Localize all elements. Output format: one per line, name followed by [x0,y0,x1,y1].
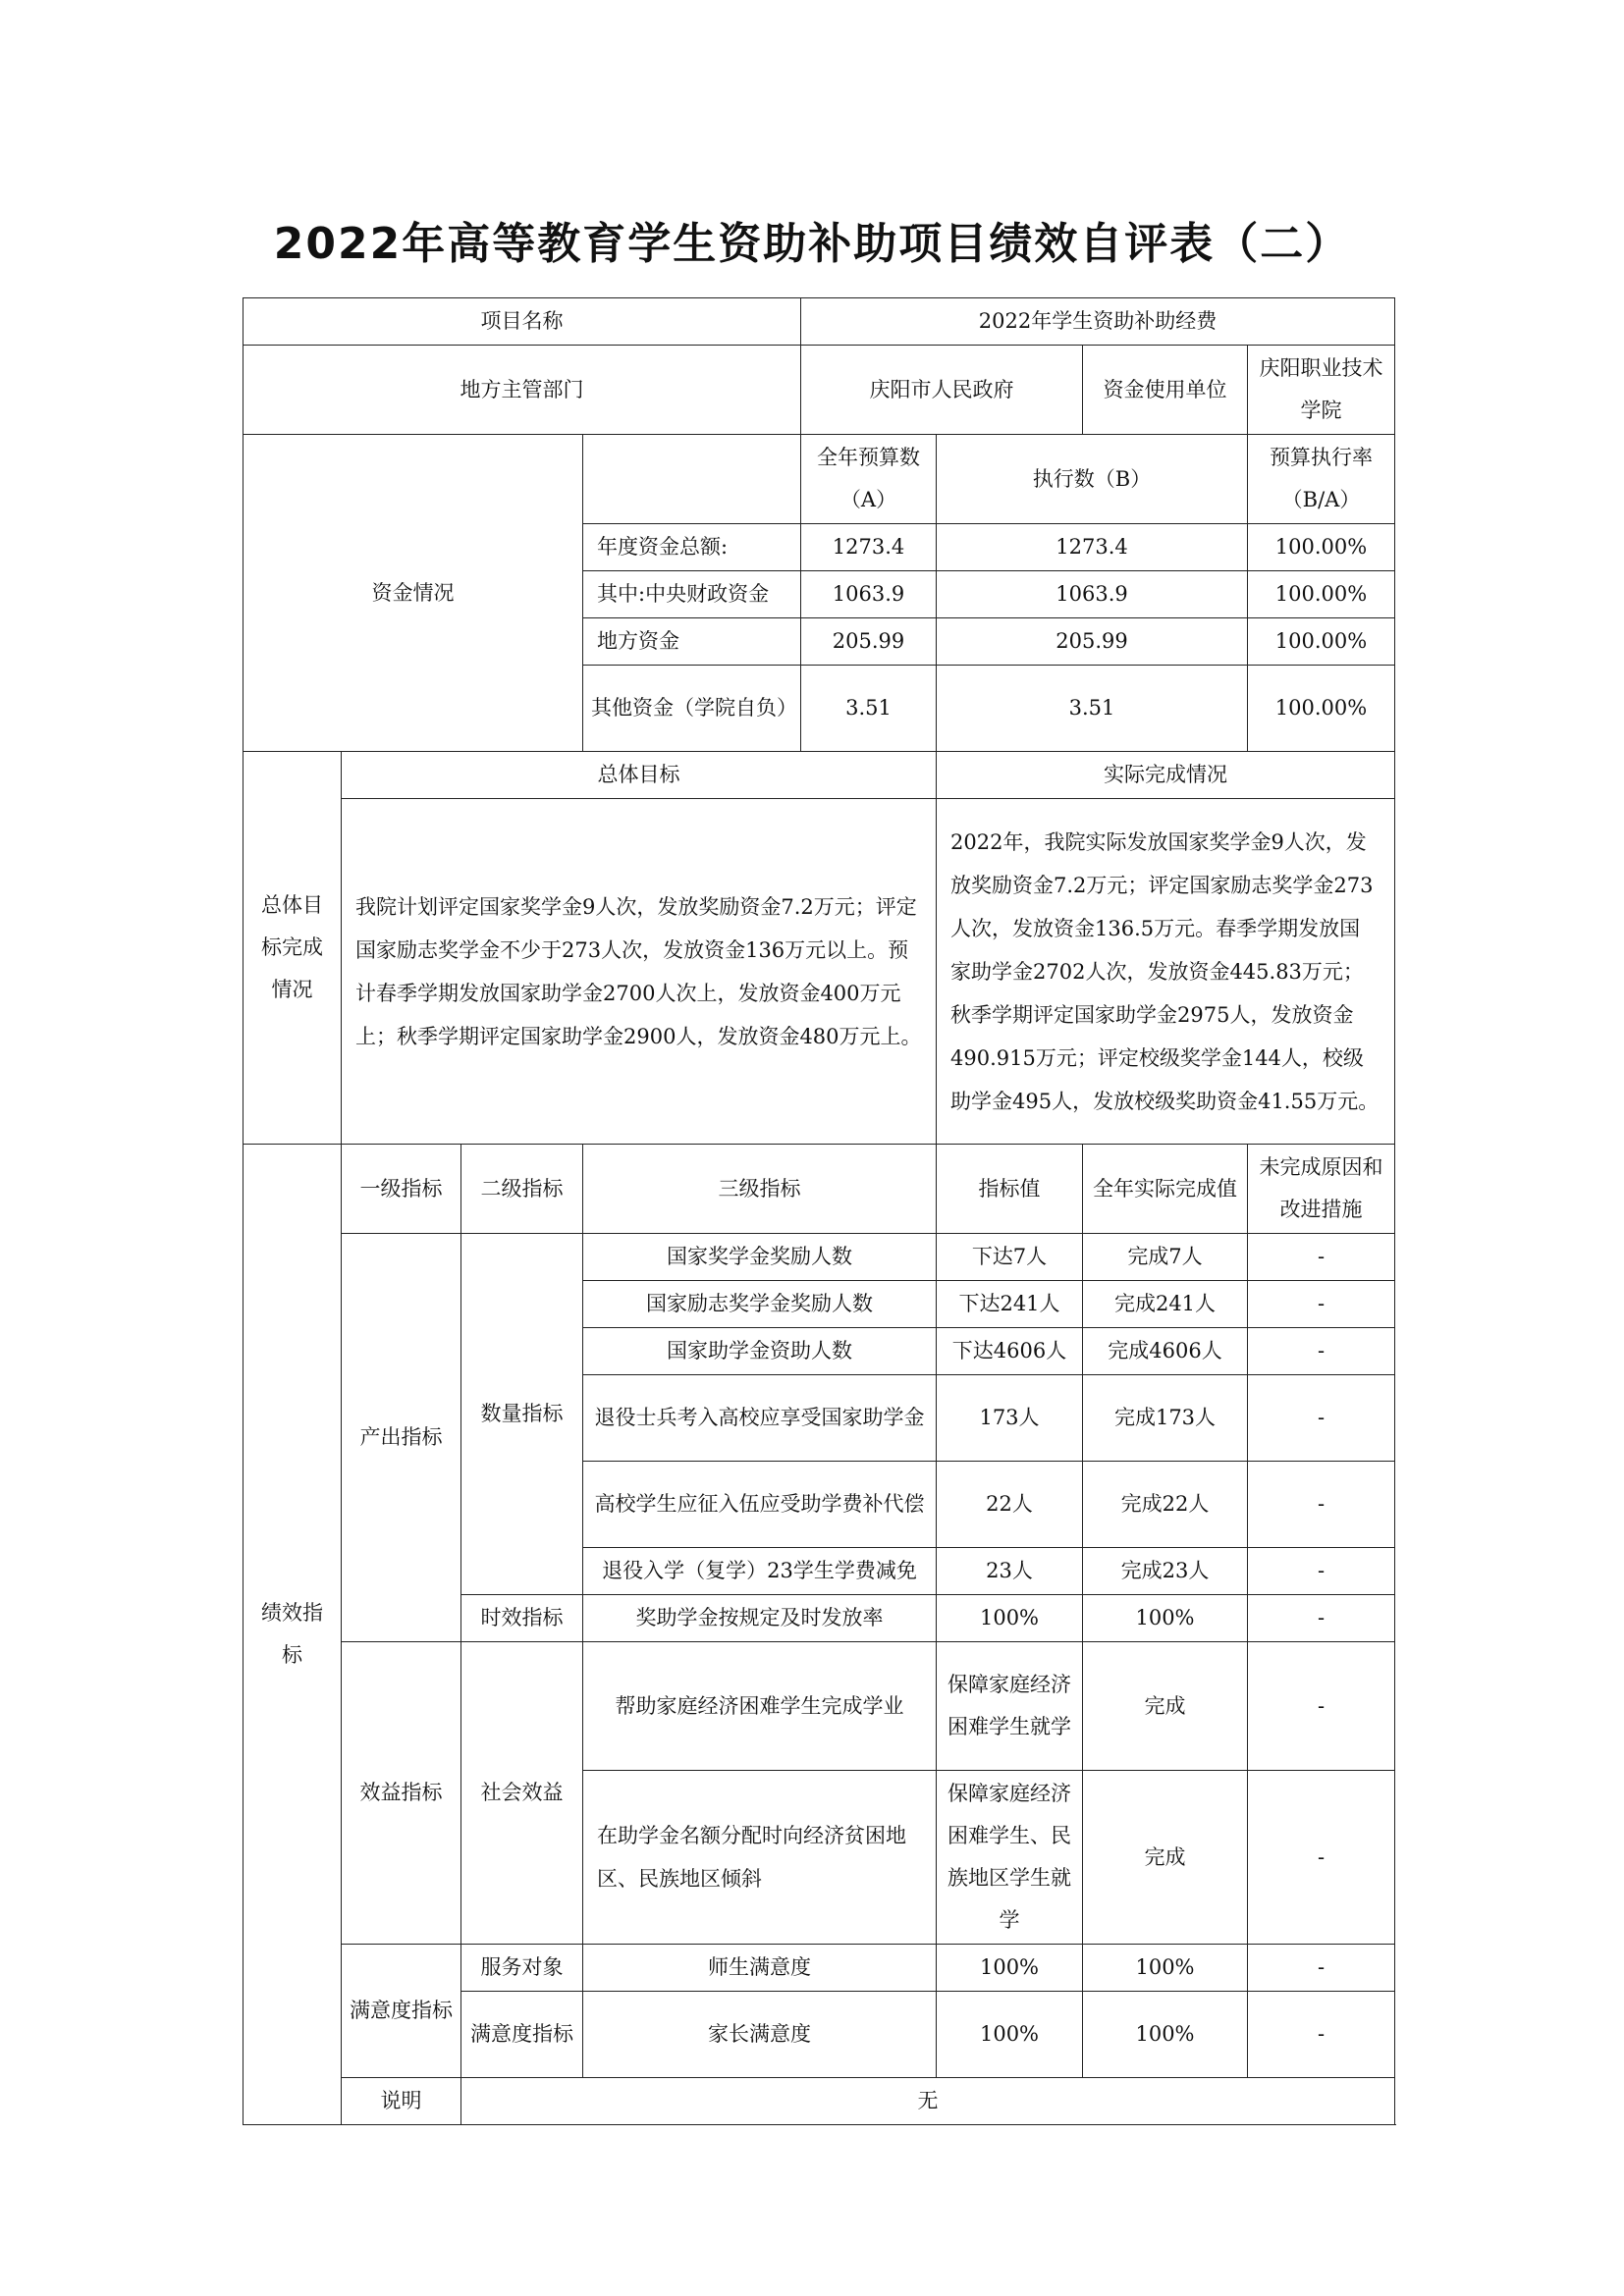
note-value: 无 [461,2078,1395,2125]
perf-row-value: 下达241人 [937,1281,1083,1328]
perf-row-reason: - [1248,1945,1395,1992]
funds-row-label: 地方资金 [583,618,801,666]
perf-row-actual: 100% [1083,1945,1248,1992]
perf-row-value: 173人 [937,1375,1083,1462]
perf-row-actual: 100% [1083,1595,1248,1642]
note-label: 说明 [342,2078,461,2125]
perf-header-value: 指标值 [937,1145,1083,1234]
perf-row-value: 100% [937,1595,1083,1642]
funds-row-rate: 100.00% [1248,571,1395,618]
project-name-value: 2022年学生资助补助经费 [801,298,1395,346]
dept-label: 地方主管部门 [244,346,801,435]
project-name-label: 项目名称 [244,298,801,346]
output-indicator-label: 产出指标 [342,1234,461,1642]
perf-header-l1: 一级指标 [342,1145,461,1234]
funds-row-budget: 205.99 [801,618,937,666]
funds-row-budget: 1063.9 [801,571,937,618]
perf-header-l3: 三级指标 [583,1145,937,1234]
funds-row-label: 年度资金总额: [583,524,801,571]
funds-row-budget: 1273.4 [801,524,937,571]
goal-header: 总体目标 [342,752,937,799]
perf-row-reason: - [1248,1462,1395,1548]
perf-row-l3: 国家奖学金奖励人数 [583,1234,937,1281]
perf-row-reason: - [1248,1595,1395,1642]
perf-row-reason: - [1248,1281,1395,1328]
timeliness-indicator-label: 时效指标 [461,1595,583,1642]
perf-row-reason: - [1248,1771,1395,1945]
quantity-indicator-label: 数量指标 [461,1234,583,1595]
perf-row-value: 下达7人 [937,1234,1083,1281]
actual-text: 2022年，我院实际发放国家奖学金9人次，发放奖励资金7.2万元；评定国家励志奖学金273人次，发放资金136.5万元。春季学期发放国家助学金2702人次，发放资金445.83万元；秋季学期评定国家助学金2975人，发放资金490.915万元；评定校级奖学金144人，校级助学金495人，发放校级奖助资金41.55万元。 [937,799,1395,1145]
perf-row-actual: 完成4606人 [1083,1328,1248,1375]
perf-row-l3: 国家助学金资助人数 [583,1328,937,1375]
perf-row-actual: 完成22人 [1083,1462,1248,1548]
funds-row-rate: 100.00% [1248,524,1395,571]
social-benefit-label: 社会效益 [461,1642,583,1945]
satisfaction-sub-label: 满意度指标 [461,1992,583,2078]
funds-row-rate: 100.00% [1248,666,1395,752]
perf-row-l3: 在助学金名额分配时向经济贫困地区、民族地区倾斜 [583,1771,937,1945]
funds-header-rate: 预算执行率（B/A） [1248,435,1395,524]
perf-row-l3: 师生满意度 [583,1945,937,1992]
perf-row-reason: - [1248,1234,1395,1281]
funds-row-label: 其他资金（学院自负） [583,666,801,752]
funds-row-exec: 1273.4 [937,524,1248,571]
unit-value: 庆阳职业技术学院 [1248,346,1395,435]
perf-row-reason: - [1248,1375,1395,1462]
goals-section-label: 总体目标完成情况 [244,752,342,1145]
perf-row-reason: - [1248,1642,1395,1771]
perf-row-l3: 高校学生应征入伍应受助学费补代偿 [583,1462,937,1548]
perf-row-value: 保障家庭经济困难学生就学 [937,1642,1083,1771]
perf-row-value: 23人 [937,1548,1083,1595]
perf-row-actual: 100% [1083,1992,1248,2078]
goal-text: 我院计划评定国家奖学金9人次，发放奖励资金7.2万元；评定国家励志奖学金不少于273人次，发放资金136万元以上。预计春季学期发放国家助学金2700人次上，发放资金400万元上；秋季学期评定国家助学金2900人，发放资金480万元上。 [342,799,937,1145]
funds-section-label: 资金情况 [244,435,583,752]
perf-row-actual: 完成7人 [1083,1234,1248,1281]
funds-row-budget: 3.51 [801,666,937,752]
satisfaction-indicator-label: 满意度指标 [342,1945,461,2078]
perf-row-reason: - [1248,1992,1395,2078]
perf-row-l3: 奖助学金按规定及时发放率 [583,1595,937,1642]
perf-row-value: 保障家庭经济困难学生、民族地区学生就学 [937,1771,1083,1945]
perf-row-l3: 国家励志奖学金奖励人数 [583,1281,937,1328]
page-title: 2022年高等教育学生资助补助项目绩效自评表（二） [273,219,1351,269]
funds-header-exec: 执行数（B） [937,435,1248,524]
perf-row-actual: 完成 [1083,1771,1248,1945]
perf-section-label: 绩效指标 [244,1145,342,2125]
perf-row-value: 100% [937,1992,1083,2078]
funds-row-rate: 100.00% [1248,618,1395,666]
funds-header-budget: 全年预算数（A） [801,435,937,524]
perf-row-reason: - [1248,1328,1395,1375]
perf-row-reason: - [1248,1548,1395,1595]
perf-row-value: 22人 [937,1462,1083,1548]
perf-row-l3: 退役士兵考入高校应享受国家助学金 [583,1375,937,1462]
perf-row-actual: 完成 [1083,1642,1248,1771]
funds-row-exec: 3.51 [937,666,1248,752]
funds-row-label: 其中:中央财政资金 [583,571,801,618]
perf-row-actual: 完成173人 [1083,1375,1248,1462]
perf-header-reason: 未完成原因和改进措施 [1248,1145,1395,1234]
service-target-label: 服务对象 [461,1945,583,1992]
evaluation-table [243,297,1395,2125]
perf-header-actual: 全年实际完成值 [1083,1145,1248,1234]
perf-row-value: 下达4606人 [937,1328,1083,1375]
perf-row-actual: 完成241人 [1083,1281,1248,1328]
perf-row-actual: 完成23人 [1083,1548,1248,1595]
perf-row-l3: 退役入学（复学）23学生学费减免 [583,1548,937,1595]
perf-header-l2: 二级指标 [461,1145,583,1234]
benefit-indicator-label: 效益指标 [342,1642,461,1945]
perf-row-l3: 家长满意度 [583,1992,937,2078]
perf-row-l3: 帮助家庭经济困难学生完成学业 [583,1642,937,1771]
unit-label: 资金使用单位 [1083,346,1248,435]
funds-row-exec: 205.99 [937,618,1248,666]
funds-header-blank [583,435,801,524]
funds-row-exec: 1063.9 [937,571,1248,618]
dept-value: 庆阳市人民政府 [801,346,1083,435]
perf-row-value: 100% [937,1945,1083,1992]
actual-header: 实际完成情况 [937,752,1395,799]
